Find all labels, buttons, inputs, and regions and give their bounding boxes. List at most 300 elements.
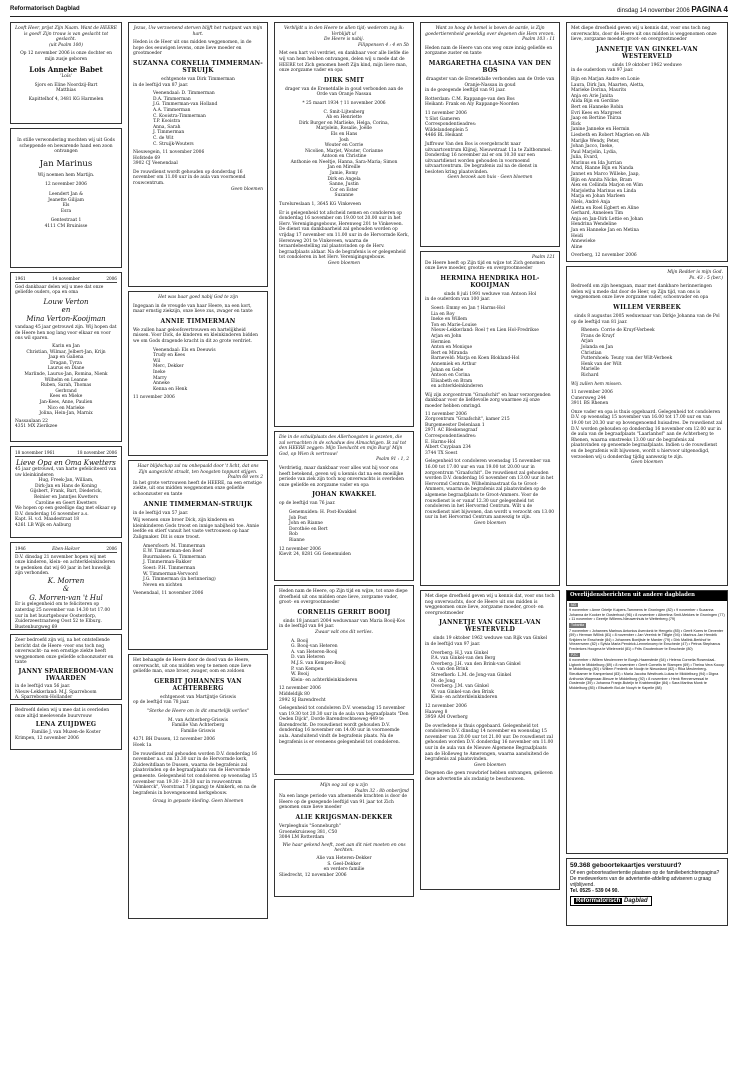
list-line: Anna, Sarah	[153, 124, 181, 130]
list-line: Heikant: Frank en Aly Rappange-Noorden	[425, 102, 519, 108]
notice-verse: Die in de schuilplaats des Allerhoogsten is gezeten, die zal vernachten in de schaduw des Almachtigen. Ik zal tot den HEERE zeggen: Mijn Toevlucht en mijn Burg! Mijn God, op Wien ik vertrouw!	[279, 435, 407, 457]
year-start: 1946	[15, 546, 26, 551]
list-line: Nieuw-Lekkerland: M.J. Sparreboom	[15, 689, 97, 695]
notice-date-bar	[15, 450, 117, 457]
list-line: Paul Marjolin, Lydia,	[571, 149, 618, 155]
spouse-line: sinds 8 juli 1991 weduwe van Antoon Hol	[443, 291, 537, 297]
deceased-age: op de leeftijd van 78 jaar.	[133, 700, 190, 706]
parent-line: Els	[62, 203, 70, 209]
death-notice-verbeek	[566, 266, 728, 586]
address-line: 2992 SJ Barendrecht	[279, 697, 326, 703]
year-start: 1961	[15, 276, 26, 281]
list-line: Rotterdam: C.M. Rappange-van den Bos	[425, 96, 515, 102]
family-list	[431, 306, 555, 390]
list-line: Jolina, Hein-Jan, Marnix	[39, 411, 93, 417]
notice-body: Bedroefd om zijn heengaan, maar met dankbare herinneringen delen wij u mede dat door de Heer, op Zijn tijd, van ons is weggenomen onze lieve zorgzame vader, schoonvader en opa	[571, 284, 712, 301]
address-line: Gentestraat 1	[50, 218, 82, 224]
spouse-line: sinds 19 oktober 1962 weduwe van Rijk van Ginkel	[432, 636, 548, 642]
notice-ref: Psalm 68 vers 2	[227, 475, 263, 481]
list-line: M. van Achterberg-Griswis	[167, 717, 228, 723]
list-line: Alex en Cellinda Marjon en Wim	[571, 183, 643, 189]
list-line: Correspondentieadres:	[425, 434, 477, 440]
column-3	[420, 22, 560, 894]
date-end: 18 november 2006	[77, 450, 117, 455]
notice-intro: Met diepe droefheid geven wij u kennis dat, voor ons toch nog onverwachts, door de Heere uit ons midden is weggenomen onze lieve, zorgzame moeder, groot- en overgrootmoeder	[425, 594, 555, 616]
notice-signoff: Geen bloemen	[631, 460, 663, 466]
list-line: Elisabeth en Bram	[431, 378, 473, 384]
notice-text: D.V. dinsdag 21 november hopen wij met onze kinderen, klein- en achterkleinkinderen te gedenken dat wij 60 jaar in het huwelijk zijn verbonden.	[15, 554, 116, 577]
family-list	[571, 77, 723, 250]
list-line: Dorothée en Bert	[289, 526, 328, 532]
list-line: Wil	[153, 358, 161, 364]
notice-place: Krimpen, 12 november 2006	[15, 735, 79, 741]
deceased-age: in de gezegende leeftijd van 91 jaar.	[425, 88, 506, 94]
list-line: Annemiek en Arthur	[431, 361, 477, 367]
paper-tag-pzc: PZC	[571, 652, 578, 657]
death-notice-kwakkel	[274, 431, 414, 581]
list-line: Marinus en Ida Jurrian	[571, 160, 622, 166]
list-line: Arjan en John	[431, 333, 462, 339]
list-line: Arnd, Rianne Bijn en Nanda	[571, 166, 634, 172]
list-line: Reinier en Janntjes Kwetters	[34, 495, 98, 501]
name-line: en	[61, 306, 71, 315]
notice-verse-2: Wie haar gekend heeft, zoet aan dit niet moeten en ons hechten.	[282, 842, 406, 854]
notice-date: 12 november 2006	[425, 703, 467, 709]
obituaries-pzc: 6 november • Willem Meulenveer te Burgh-Haamstede (64) • Helena Cornelia Rosendaal-Ligtonh te Middelburg (89) • 8 november • Gerrit Cornelis te Stampen (69) • Theina Vera Kooop te Middelburg (80) • Willem Frederik de Nooijn te Nieuwland (82) • Rika Meulenberg-Steutkamer te Kamperland (83) • Maria Jacoba Westhoek-Lukas te Middelburg (94) • Digna Anthonia Wagenaar-Bieuze te Middelburg (92) • 8 november • Henk Rennenvessal te Oostende (39) • Johanna Franje-Buteijn te Krabbendijke (84) • Sara Martina Monk te Middelburg (85) • Elisabeth Bol-de Nooyh te Kapelle (88)	[569, 658, 725, 690]
list-line: Marlinde, Laurus-Jan, Romina, Nienk	[24, 372, 108, 378]
notice-date-bar	[15, 276, 117, 283]
list-line: Niels, André Anja	[571, 200, 611, 206]
notice-verse: Jezus, Uw verzoenend sterven blijft het rustpunt van mijn hart.	[133, 26, 263, 37]
address-line: 3911 BS Rhenen	[571, 401, 609, 407]
address-line: Kapt. H. v.d. Maadestraat 18	[15, 517, 80, 523]
list-line: Streefkerk: L.M. de Jong-van Ginkel	[431, 672, 512, 678]
notice-intro: Het behaagde de Heere door de dood van de Heere, onverwacht, uit ons midden weg te nemen onze lieve geliefde man, onze broer, zwager, oom en zoldoen	[133, 658, 252, 675]
list-line: Evri Kees en Margreet	[571, 110, 622, 116]
list-line: Marjolein, Rosalie, Joëlle	[316, 126, 372, 132]
page-number: 4	[723, 5, 728, 14]
list-line: Johan Jacco, Ineke,	[571, 144, 614, 150]
address-line: 4111 CM Bruinisse	[44, 223, 88, 229]
deceased-age: in de leeftijd van 57 jaar.	[133, 510, 189, 516]
list-line: Wilhelm en Leanne	[44, 377, 88, 383]
parent-line: Esra	[60, 208, 72, 214]
list-line: W. van Ginkel-van den Brink	[431, 689, 494, 695]
notice-note: Juffrouw Van den Bos is overgebracht naar uitvaartcentrum Klijnsj, Nieuwstraat 11a te Zaltbommel. Donderdag 16 november zal er om 10.30 uur een uitvaartdienst worden gehouden in voornoemd uitvaartcentrum. De begrafenis zal na de dienst in besloten kring plaatsvinden.	[425, 141, 552, 175]
birth-notice-lois	[10, 22, 122, 124]
list-line: Laura, Dirk Jan, Maarten, Aletta,	[571, 82, 645, 88]
notice-text: Zeer bedroefd zijn wij, na het ontstellende bericht dat de Heere -voor ons toch nog onverwacht- na een ernstige ziekte heeft weggenomen onze geliefde schoonzuster en tante	[15, 638, 114, 666]
death-notice-timmerman-struijk	[128, 22, 268, 287]
list-line: Janine Janneke en Hermin	[571, 127, 630, 133]
notice-body: We zullen haar geloofsvertrouwen en hartelijkheid missen. Voor Dick, de kinderen en kleinkinderen bidden we om Gods dragende kracht in dit zo grote verdriet.	[133, 327, 258, 344]
notice-parents: Sjors en Eline Noordzij-Bart	[34, 82, 98, 88]
list-line: Jan-Kees, Anne, Paulien	[39, 400, 93, 405]
address-line: 4261 LB Wijk en Aalburg	[15, 523, 71, 529]
notice-intro: Heden nam de Heere van ons weg onze innig geliefde en zorgzame zuster en tante	[425, 45, 553, 57]
list-line: D.A. Timmerman	[153, 96, 191, 102]
list-line: Kees en Mieke	[49, 394, 83, 400]
list-line: A. van Heteren-Booij	[291, 649, 338, 655]
list-line: J. Timmerman	[153, 130, 185, 136]
notice-ref: Psalm 32 : 8b onberijmd	[354, 788, 409, 794]
list-line: Hermien	[431, 339, 451, 345]
address-line: 3084 LM Rotterdam	[279, 835, 325, 841]
list-line: M. de Jong	[431, 678, 456, 684]
notice-note: De rouwdienst zal gehouden worden D.V. donderdag 16 november a.s. om 13.30 uur in de Hervormde kerk, Zuidewitdlaan te Dussen, waarna de begrafenis zal plaatsvinden op de begraafplaats van de Hervormde gemeente. Gelegenheid tot condoleren op woensdag 15 november van 19.30 - 20.30 uur in rouwcentrum "Almkerck", Voorstraat 7 (ingang) te Almkerk, en na de begrafenis in bovengenoemd kerkgebouw.	[133, 751, 258, 796]
family-list	[425, 97, 555, 108]
notice-note: De overledene is thuis opgebaard. Gelegenheid tot condoleren D.V. dinsdag 14 november en woensdag 15 november van 20.00 uur tot 21.00 uur. De rouwdienst zal gehouden worden D.V. donderdag 16 november om 11.00 uur in de aula van de Nieuwe Algemene Begraafplaats aan de Holleweg te Amerongen, waarna aansluitend de begrafenis zal plaatsvinden.	[425, 723, 554, 763]
list-line: Laurus en Diane	[47, 366, 85, 372]
list-line: Aline	[571, 244, 583, 250]
list-line: Ruben, Sarah, Thomas	[40, 383, 92, 389]
list-line: C. Smit-Lijtenberg	[323, 109, 365, 115]
list-line: C. Kooistra-Timmerman	[153, 113, 206, 119]
list-line: J.G. Timmerman (in herinnering)	[143, 577, 216, 583]
list-line: Overberg: J.M. van Ginkel	[431, 684, 489, 690]
list-line: Alie van Heteren-Dekker	[316, 855, 372, 861]
list-line: Marja en Johan Marleen	[571, 194, 626, 200]
list-line: Amersfoort: M. Timmerman	[143, 543, 206, 549]
obituaries-body	[567, 601, 727, 692]
notice-nickname: 'Loïs'	[60, 74, 72, 80]
list-line: Rhenen: Corrie de Kruyf-Verbeek	[581, 328, 655, 334]
list-line: Gerbrand	[55, 388, 77, 394]
list-line: Kenna en Henk	[153, 386, 188, 392]
address-line: Nassaulaan 22	[15, 418, 48, 424]
address-line: Bustenburgweg 69	[15, 624, 58, 630]
list-line: A. Sparreboom-Hollander	[15, 695, 73, 700]
notice-body: Wij wensen onze broer Dick, zijn kinderen en kleinkinderen Gods troost en innige nabijheid toe. Annie leefde en stierf vanuit het vaste vertrouwen op haar Zaligmaker. Dit is onze troost.	[133, 518, 260, 540]
list-line: en verdere familie	[323, 867, 365, 873]
address-line: 4271 BH Dussen, 12 november 2006	[133, 737, 215, 743]
notice-verse: Mijn Redder is mijn God.	[667, 270, 723, 275]
list-line: Soest: Emmy en Jan † Harms-Hol	[431, 305, 505, 311]
deceased-name: SUZANNA CORNELIA TIMMERMAN-STRUIJK	[133, 59, 263, 74]
notice-signoff: Geen bloemen	[474, 520, 506, 526]
family-list	[581, 328, 723, 378]
decoration-line: draagster van de Erenetdalle verbonden aan de Orde van Oranje-Nassau in goud	[425, 76, 555, 88]
list-line: Alida Bijn en Gerdine	[571, 99, 619, 105]
list-line: Ineke en Willem	[431, 317, 468, 323]
death-notice-annie-timmerman	[128, 291, 268, 456]
list-line: Genemuiden: H. Post-Kwakkel	[289, 509, 357, 515]
advert-phone: Tel. 0525 - 539 04 90.	[570, 887, 619, 894]
list-line: Marry	[153, 375, 167, 381]
family-list	[143, 544, 263, 589]
column-small-notices	[10, 22, 122, 754]
list-line: Dragan, Tyrza	[50, 360, 82, 366]
notice-note: Gelegenheid tot condoleren D.V. woensdag 15 november van 19.30 tot 20.30 uur in de aula van begraafplaats "Den Oeden Dijck", Dorde Barendrechtseweg 449 te Barendrecht. De rouwdienst wordt gehouden D.V. donderdag 16 november om 14.00 uur in voornoemde aula. Aansluitend vindt de begrafenis plaats. Na de begrafenis is er eveneens gelegenheid tot condoleren.	[279, 706, 409, 745]
list-line: en achterkleinkinderen	[431, 384, 483, 390]
notice-name: Jan Marinus	[39, 158, 93, 169]
list-line: Dirk Burger en Marlieke, Helga, Corina,	[298, 120, 390, 126]
list-line: Bert en Hanneke Robin	[571, 104, 624, 110]
list-line: John en Rianne	[289, 521, 323, 527]
advert-body: Of een geboorteadvertentie plaatsen op de familieberichtenpagina? De medewerkers van de advertentie-afdeling adviseren u graag vrijblijvend.	[570, 869, 720, 888]
notice-intro: Met een hart vol verdriet, en dankbaar voor alle liefde die wij van hem hebben ontvangen, delen wij u mede dat de HEERE tot Zich genomen heeft Zijn kind, mijn lieve man, onze zorgzame vader en opa	[279, 51, 409, 74]
address-line: 3902 CJ Veenendaal	[133, 161, 178, 167]
anniversary-notice-morren	[10, 542, 122, 630]
parent-line: Leendert Jan &	[48, 191, 84, 197]
list-line: Familie Griswis	[180, 728, 216, 734]
deceased-age: in de leeftijd van 84 jaar.	[279, 624, 335, 630]
list-line: Ab en Henriette	[326, 115, 362, 121]
decoration-line: drager van de Erenetdalle in goud verbonden aan de Orde van Oranje Nassau	[285, 86, 403, 98]
list-line: W. Timmerman-Vervoord	[143, 571, 198, 577]
list-line: Christian, Wilmar, Jelbert-Jan, Krijn	[26, 349, 106, 355]
notice-address: Kapittelhof 4, 3481 KG Harmelen	[28, 96, 104, 102]
family-list	[153, 91, 263, 147]
address-line: Turelureslaan 1, 3645 KG Vinkeveen	[279, 202, 361, 208]
column-2	[274, 22, 414, 901]
notice-place: Nieuwegein, 11 november 2006	[133, 150, 205, 156]
list-line: Aletta en Roel Egbert en Aline	[571, 205, 639, 211]
deceased-name: JOHAN KWAKKEL	[312, 491, 376, 499]
notice-signoff: Graag in gepaste kleding. Geen bloemen	[152, 799, 244, 805]
advert-birth-cards	[566, 858, 728, 926]
notice-date: 11 november 2006	[425, 110, 467, 116]
family-list	[15, 478, 117, 506]
notice-ref: Psalm 121	[531, 255, 555, 260]
deceased-age: op de leeftijd van 76 jaar.	[279, 501, 336, 507]
list-line: Gijsbert, Frank, Bart, Diederick,	[29, 489, 103, 495]
list-line: Jaap en Bertine Thirza	[571, 116, 622, 122]
list-line: Suzanne	[334, 193, 354, 199]
notice-verse: Mijn oog zal op u zijn	[320, 783, 368, 788]
list-line: Anja en Jan-Dirk Lettie en Johan	[571, 216, 643, 222]
list-line: P. van Kempen	[291, 666, 324, 672]
year-end: 2006	[106, 546, 117, 551]
deceased-age: in de leeftijd van 56 jaar.	[15, 683, 71, 689]
notice-verse: Zwaar valt ons dit verlies.	[315, 629, 373, 635]
notice-ref: (uit Psalm 100)	[49, 42, 83, 48]
list-line: A. van den Brink	[431, 667, 469, 673]
notice-signoff: Geen bloemen	[328, 260, 360, 266]
list-line: Klein- en achterkleinkinderen	[431, 695, 498, 701]
notice-verse: Haar blijdschap zal nu onbepaald door 't licht, dat ons Zijn aangezicht straalt, ten hoogsten toppunt stijgen.	[137, 464, 259, 475]
notice-body: Verdrietig, maar dankbaar voor alles wat hij voor ons heeft betekend, geven wij u kennis dat na een moeilijke periode van ziek zijn toch nog onverwachts is overleden onze geliefde en zorgzame vader en opa	[279, 465, 404, 488]
list-line: Richard	[581, 372, 599, 378]
motto: Eben-Haëzer	[52, 546, 80, 551]
list-line: Puttershoek: Teuny van der Wilt-Verbeek	[581, 356, 673, 362]
list-line: Soest: P.H. Timmerman	[143, 565, 196, 571]
family-list	[279, 110, 409, 200]
list-line: Hendrina Wendeline	[571, 222, 617, 228]
list-line: Henk van der Wilt	[581, 361, 622, 367]
family-list	[15, 690, 117, 700]
list-line: Veenendaal: D. Timmerman	[153, 91, 215, 97]
list-line: G. Booij-van Heteren	[291, 644, 338, 650]
list-line: Marielle	[581, 367, 600, 373]
notice-intro: In het grote vertrouwen heeft de HEERE, na een ernstige ziekte, uit ons midden weggenomen onze geliefde schoonzuster en tante	[133, 480, 262, 497]
family-line: Familie J. van Muzen-de Koster	[31, 730, 101, 736]
notice-date-bar	[15, 546, 117, 553]
notice-sibling: Matthias	[56, 88, 76, 94]
deceased-age: in de leeftijd van 87 jaar.	[133, 82, 189, 88]
family-list	[279, 856, 409, 873]
family-list	[291, 639, 409, 684]
spouse-line: sinds 8 augustus 2005 weduwnaar van Dirkje Johanna van de Pol	[574, 313, 720, 319]
list-line: Jannet en Marco Willeke, Jaap,	[571, 172, 640, 178]
spouse-line: sinds 19 oktober 1962 weduwe	[612, 62, 682, 68]
paper-tag-nd: ND	[571, 602, 576, 607]
list-line: Nicolien, Marjet, Wouter, Corianne	[305, 148, 383, 154]
list-line: W. Booij	[291, 672, 309, 678]
list-line: Bijn en Marjan Andre en Lonie	[571, 76, 640, 82]
notice-ref: Filippensen 4 : 4 en 5b	[357, 42, 409, 48]
notice-note: Onze vader en opa is thuis opgebaard. Gelegenheid tot condoleren D.V. op woensdag 15 november van 16.00 tot 17.00 uur en van 19.00 tot 20.30 uur op bovengenoemd huisadres. De rouwdienst zal D.V. worden gehouden op donderdag 16 november om 12.00 uur in de aula van de begraafplaats "Laarlanhof" aan de Achterberg te Rhenen, waarna omstreeks 13.00 uur de begrafenis zal plaatsvinden op genoemde begraafplaats. Indien u de rouwdienst en de begrafenis wilt bijwonen, wordt u hiervoor uitgenodigd, verzoeken wij u donderdag tijdig aanwezig te zijn.	[571, 409, 723, 460]
list-line: Dirk-Jan en Hans de Koning	[35, 483, 97, 489]
deceased-name: JANNETJE VAN GINKEL-VAN WESTERVELD	[596, 45, 698, 60]
death-notice-van-den-bos	[420, 22, 560, 247]
notice-intro: Ingegaan in de vreugde van haar Heere, na een kort, maar ernstig ziekzijn, onze lieve zus, zwager en tante	[133, 303, 253, 315]
list-line: J. Timmerman-Bakker	[143, 560, 192, 566]
family-list	[133, 718, 263, 735]
deceased-name: HERMINA HENDRIKA HOL-KOOIJMAN	[440, 274, 540, 289]
list-line: Gerhard, Anneleen Tim	[571, 211, 624, 217]
notice-name: Lois Anneke Babet	[29, 64, 103, 74]
notice-ref: Ps. 43 : 5 (ber.)	[689, 275, 723, 281]
couple-names	[15, 298, 117, 324]
list-line: Anja en Arie Janita	[571, 93, 613, 99]
list-line: Marieke Dorina, Maurits	[571, 88, 627, 94]
list-line: Wouter en Corrie	[324, 143, 364, 149]
notice-text: Op 12 november 2006 is onze dochter en mijn zusje geboren	[20, 51, 112, 62]
notice-text: In stille verwondering mochten wij uit Gods scheppende en bewarende hand een zoon ontvangen	[17, 138, 115, 155]
list-line: Overberg: H.J. van Ginkel	[431, 650, 489, 656]
name-line: K. Morren	[47, 576, 85, 585]
death-notice-dirk-smit	[274, 22, 414, 427]
list-line: Jamie, Romy	[330, 171, 358, 177]
notice-verse: Verblijdt u in den Heere te allen tijd; wederom zeg ik: Verblijdt u!	[284, 26, 404, 37]
deceased-name: ALIE KRIJGSMAN-DEKKER	[295, 813, 393, 821]
list-line: Jan en Hanneke Jan en Metina	[571, 228, 639, 233]
name-line: &	[62, 585, 70, 594]
death-notice-booij	[274, 585, 414, 775]
death-notice-sparreboom	[10, 634, 122, 700]
notice-ref: Psalm 103 : 11	[522, 37, 555, 43]
list-line: S. Geel-Dekker	[327, 861, 361, 867]
column-4	[566, 22, 728, 926]
name-line: Mina Verton-Kooijman	[26, 314, 106, 323]
notice-verse: Looft Heer, prijst Zijn Naam. Want de HEERE is goed! Zijn trouw is van geslacht tot geslacht.	[15, 26, 117, 43]
list-line: Christian	[581, 350, 602, 356]
address-line: Verpleeghuis "Sonneburgh"	[279, 823, 341, 829]
address-line: 4351 MX Zierikzee	[15, 424, 58, 430]
list-line: Rob	[289, 532, 298, 538]
notice-signoff: Geen bezoek aan huis - Geen bloemen	[447, 175, 533, 181]
notice-note: Er is gelegenheid tot afscheid nemen en condoleren op donderdag 16 november om 19.00 tot 20.00 uur in het Herv. Verenigingsgebouw, Herenweg 201 te Vinkeveen. De dienst van dankbaarheid zal gehouden worden op vrijdag 17 november om 11.00 uur in de Hervormde Kerk, Herenweg 201 te Vinkeveen, waarna de teraardebestelling zal plaatsvinden op de Herv. begraafplaats aldaar. Na de begrafenis is er gelegenheid tot condoleren in het Herv. Verenigingsgebouw.	[279, 210, 409, 261]
list-line: Anthonie en Neeltje, Hanna, Sara-Maria; Simon	[290, 159, 398, 165]
list-line: Klein- en achterkleinkinderen	[291, 677, 358, 683]
death-notice-zuijdweg	[10, 704, 122, 750]
year-end: 2006	[106, 276, 117, 281]
notice-body: Wij zijn zorgcentrum "Graafschit" en haar verzorgenden dankbaar voor de liefdevolle zorg waarmee zij onze moeder hebben omringd.	[425, 392, 551, 410]
deceased-age: in de leeftijd van 97 jaar.	[425, 641, 481, 647]
list-line: Caroline en Geert Kwetters	[35, 500, 97, 506]
address-block	[425, 117, 555, 139]
notice-note: Wij noemen hem Martijn.	[37, 172, 95, 178]
name-line: G. Morren-van 't Hul	[29, 593, 103, 602]
list-line: Barneveld: Marja en Koen Blokland-Hol	[431, 356, 520, 362]
deceased-name: WILLEM VERBEEK	[613, 303, 681, 311]
list-line: Frans de Kruyf	[581, 333, 615, 339]
date-mid: 14 november	[52, 276, 80, 281]
notice-body: 45 jaar getrouwd, van harte gefeliciteerd van uw kleinkinderen	[15, 467, 117, 478]
list-line: Wildelandenplein 5	[425, 127, 468, 133]
death-notice-van-ginkel-family	[420, 590, 560, 890]
notice-verse: Het was baar goed nabij God te zijn	[158, 295, 238, 300]
list-line: Marjoletha Marinus en Linda	[571, 188, 637, 194]
other-papers-obituaries	[566, 590, 728, 854]
list-line: Buurmalsen: G. Timmerman	[143, 554, 206, 560]
page-date-line	[617, 5, 728, 14]
family-list	[289, 510, 409, 544]
address-line: Cunersweg 244	[571, 395, 606, 401]
notice-farewell: Wij zullen hem missen.	[571, 381, 623, 387]
list-line: Julia, Evard,	[571, 155, 599, 161]
list-line: Annewieke	[571, 239, 596, 245]
list-line: Els en Hans	[330, 131, 358, 137]
list-line: Arjan	[581, 339, 594, 345]
notice-intro: De Heere heeft op Zijn tijd en wijze tot Zich genomen onze lieve moeder, grootm- en overgrootmoeder	[425, 260, 545, 272]
family-list	[431, 651, 555, 701]
list-line: Trudy en Kees	[153, 353, 185, 359]
address-line: 3959 AM Overberg	[425, 715, 468, 721]
list-line: Jolanda en Jan	[581, 344, 614, 350]
list-line: Overberg: J.H. van den Brink-van Ginkel	[431, 661, 521, 667]
list-line: J.G. Timmerman-van Holland	[153, 102, 218, 108]
notice-ref: Psalm 91 : 1, 2	[376, 457, 409, 463]
list-line: Hug, Freek-Jan, William,	[38, 478, 94, 484]
list-line: Familie Van Achterberg	[171, 723, 225, 729]
list-line: Antoon en Corina	[431, 373, 471, 379]
deceased-name: LENA ZUIJDWEG	[35, 721, 97, 729]
address-line: Hoek 1a	[133, 742, 152, 748]
notice-verse: Want zo hoog de hemel is boven de aarde, is Zijn goedertierenheid geweldig over degenen die Hem vrezen.	[425, 26, 555, 37]
deceased-age: op de leeftijd van 81 jaar.	[571, 319, 628, 325]
notice-text: God dankbaar delen wij u mee dat onze geliefde ouders, opa en oma	[15, 284, 104, 296]
notice-date: 11 november 2006	[425, 411, 467, 417]
notice-intro: Met diepe droefheid geven wij u kennis dat, voor ons toch nog onverwachts, door de Heere uit ons midden is weggenomen onze lieve, zorgzame moeder, groot- en overgrootmoeder	[571, 26, 717, 43]
address-line: Middeldijk 80	[279, 691, 310, 697]
list-line: Dirk en Angela	[327, 176, 361, 182]
deceased-name: DIRK SMIT	[323, 76, 365, 84]
list-line: Sanne, Justin	[329, 182, 359, 188]
list-line: Ton en Marie-Louise	[431, 322, 477, 328]
life-dates: * 25 maart 1934 † 11 november 2006	[302, 100, 386, 106]
list-line: Correspondentieadres:	[425, 122, 477, 128]
logo-part-b: Dagblad	[624, 897, 648, 904]
list-line: M.J.S. van Kempen-Booij	[291, 660, 346, 666]
page-header	[10, 2, 728, 17]
address-line: Haaweg 8	[425, 709, 448, 715]
list-line: Merc, Dekker	[153, 364, 184, 370]
list-line: 't Slot Gameren	[425, 116, 460, 122]
list-line: 2971 AC Bleskensgraaf	[425, 428, 478, 434]
list-line: E.W. Timmerman-den Boef	[143, 549, 203, 555]
list-line: C. de Wit	[153, 135, 174, 141]
list-line: Anneke	[153, 381, 170, 387]
obituaries-header: Overlijdensberichten uit andere dagbladen	[567, 591, 727, 601]
death-notice-van-achterberg	[128, 654, 268, 919]
newspaper-logo	[570, 896, 652, 906]
family-list	[153, 348, 263, 393]
date-start: 18 november 1961	[15, 450, 55, 455]
page-label: PAGINA	[691, 5, 722, 14]
notice-body: vandaag 45 jaar getrouwd zijn. Wij hopen dat de Heere hen nog lang voor elkaar en voor ons wil sparen.	[15, 325, 117, 342]
